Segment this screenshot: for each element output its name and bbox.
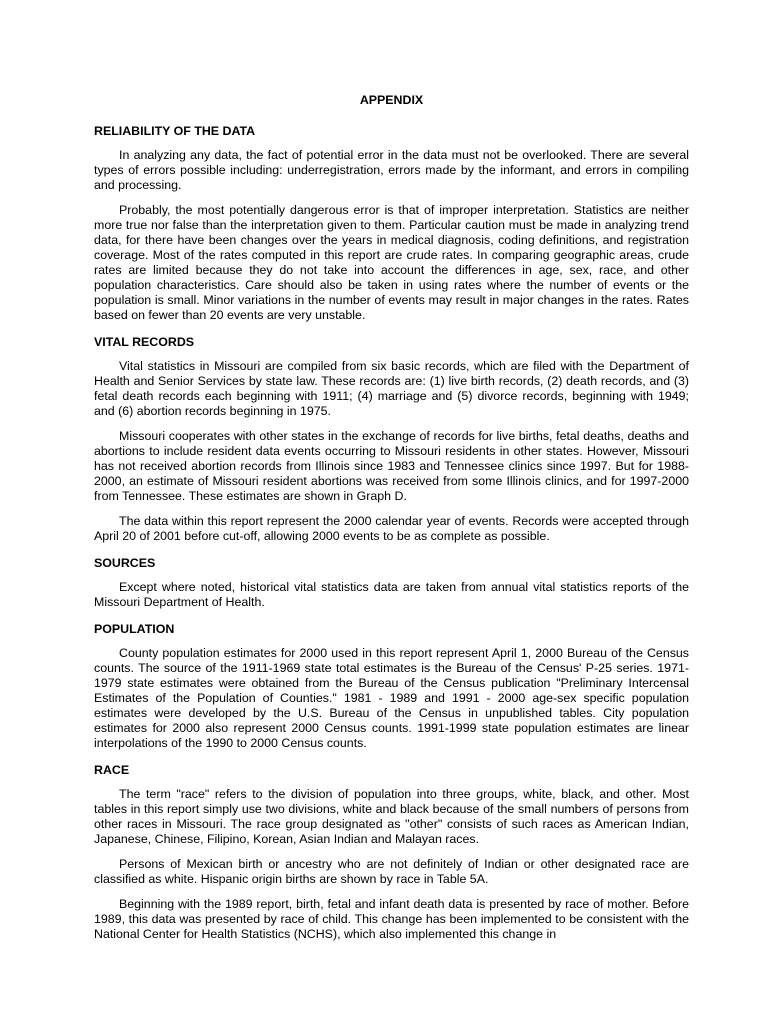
paragraph: County population estimates for 2000 used in this report represent April 1, 2000 Bureau of the Census counts. The source of the 1911-1969 state total estimates is the Bureau of the Census' P-25 series. 1971-1979 state estimates were obtained from the Bureau of the Census publication "Preliminary Intercensal Estimates of the Population of Counties." 1981 - 1989 and 1991 - 2000 age-sex specific population estimates were developed by the U.S. Bureau of the Census in unpublished tables. City population estimates for 2000 also represent 2000 Census counts. 1991-1999 state population estimates are linear interpolations of the 1990 to 2000 Census counts.	[94, 646, 689, 750]
paragraph: Except where noted, historical vital statistics data are taken from annual vital statistics reports of the Missouri Department of Health.	[94, 580, 689, 609]
paragraph: Missouri cooperates with other states in the exchange of records for live births, fetal deaths, deaths and abortions to include resident data events occurring to Missouri residents in other states. However, Missouri has not received abortion records from Illinois since 1983 and Tennessee clinics since 1997. But for 1988-2000, an estimate of Missouri resident abortions was received from some Illinois clinics, and for 1997-2000 from Tennessee. These estimates are shown in Graph D.	[94, 429, 689, 503]
section-heading-race: RACE	[94, 763, 130, 777]
paragraph: The term "race" refers to the division of population into three groups, white, black, and other. Most tables in this report simply use two divisions, white and black because of the small numbers of persons from other races in Missouri. The race group designated as "other" consists of such races as American Indian, Japanese, Chinese, Filipino, Korean, Asian Indian and Malayan races.	[94, 787, 689, 846]
section-heading-population: POPULATION	[94, 622, 175, 636]
section-heading-sources: SOURCES	[94, 556, 156, 570]
section-heading-reliability: RELIABILITY OF THE DATA	[94, 124, 256, 138]
paragraph: Probably, the most potentially dangerous error is that of improper interpretation. Statistics are neither more true nor false than the interpretation given to them. Particular caution must be made in analyzing trend data, for there have been changes over the years in medical diagnosis, coding definitions, and registration coverage. Most of the rates computed in this report are crude rates. In comparing geographic areas, crude rates are limited because they do not take into account the differences in age, sex, race, and other population characteristics. Care should also be taken in using rates where the number of events or the population is small. Minor variations in the number of events may result in major changes in the rates. Rates based on fewer than 20 events are very unstable.	[94, 203, 689, 322]
paragraph: The data within this report represent the 2000 calendar year of events. Records were accepted through April 20 of 2001 before cut-off, allowing 2000 events to be as complete as possible.	[94, 514, 689, 543]
paragraph: Vital statistics in Missouri are compiled from six basic records, which are filed with the Department of Health and Senior Services by state law. These records are: (1) live birth records, (2) death records, and (3) fetal death records each beginning with 1911; (4) marriage and (5) divorce records, beginning with 1949; and (6) abortion records beginning in 1975.	[94, 359, 689, 418]
document-page	[94, 93, 689, 952]
section-heading-vital-records: VITAL RECORDS	[94, 335, 195, 349]
page-title: APPENDIX	[359, 93, 424, 107]
paragraph: Persons of Mexican birth or ancestry who are not definitely of Indian or other designated race are classified as white. Hispanic origin births are shown by race in Table 5A.	[94, 857, 689, 886]
paragraph: Beginning with the 1989 report, birth, fetal and infant death data is presented by race of mother. Before 1989, this data was presented by race of child. This change has been implemented to be consistent with the National Center for Health Statistics (NCHS), which also implemented this change in	[94, 897, 689, 941]
paragraph: In analyzing any data, the fact of potential error in the data must not be overlooked. There are several types of errors possible including: underregistration, errors made by the informant, and errors in compiling and processing.	[94, 148, 689, 192]
